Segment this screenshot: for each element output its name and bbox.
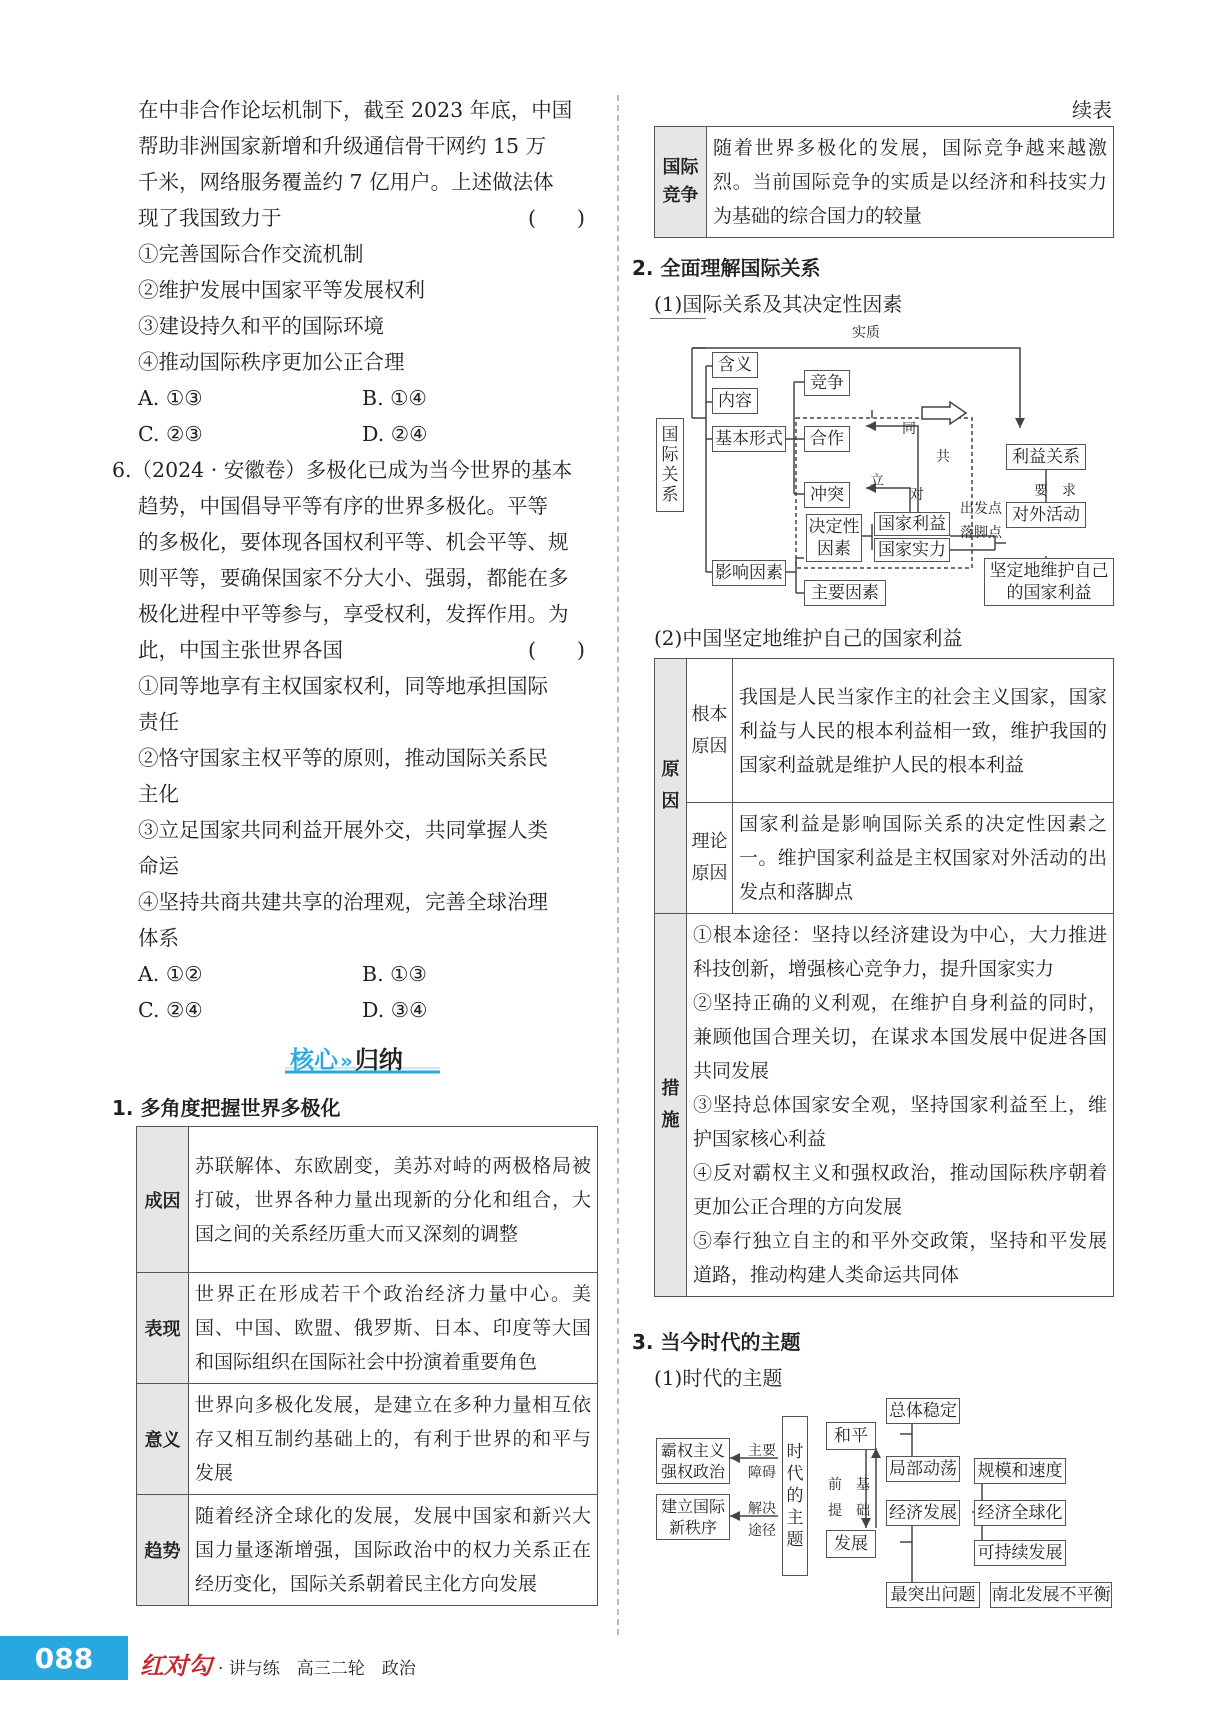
column-divider	[617, 95, 619, 1635]
row-content: 随着经济全球化的发展，发展中国家和新兴大国力量逐渐增强，国际政治中的权力关系正在经历变化，国际关系朝着民主化方向发展	[189, 1495, 598, 1606]
row-content: 世界正在形成若干个政治经济力量中心。美国、中国、欧盟、俄罗斯、日本、印度等大国和国际组织在国际社会中扮演着重要角色	[189, 1273, 598, 1384]
label-dui: 对	[910, 487, 924, 503]
table-row	[655, 914, 1114, 1297]
subsection-title: (2)中国坚定地维护自己的国家利益	[654, 626, 963, 650]
table-row	[137, 1495, 598, 1606]
node-liyiguanxi: 利益关系	[1006, 444, 1086, 470]
choice: C. ②④	[138, 998, 203, 1022]
option: ④坚持共商共建共享的治理观，完善全球治理	[138, 890, 548, 914]
node-yingxiang: 影响因素	[712, 560, 786, 586]
node-shidai: 时代的主题	[782, 1416, 808, 1576]
label-gong: 共	[936, 449, 950, 465]
node-jubu: 局部动荡	[886, 1456, 960, 1482]
row-content: 苏联解体、东欧剧变，美苏对峙的两极格局被打破，世界各种力量出现新的分化和组合，大国之间的关系经历重大而又深刻的调整	[189, 1127, 598, 1273]
label-chu: 础	[856, 1503, 870, 1519]
row-content: 世界向多极化发展，是建立在多种力量相互依存又相互制约基础上的，有利于世界的和平与发展	[189, 1384, 598, 1495]
q6-line: 此，中国主张世界各国	[138, 638, 343, 662]
table-row	[137, 1384, 598, 1495]
label-yaoqiu: 要 求	[1034, 483, 1076, 499]
footer-text	[140, 1646, 416, 1681]
node-kechixu: 可持续发展	[974, 1540, 1066, 1566]
q6-line: 6.（2024 · 安徽卷）多极化已成为当今世界的基本	[112, 458, 573, 482]
option: 责任	[138, 710, 179, 734]
table-row	[655, 659, 1114, 803]
continued-label: 续表	[1072, 98, 1112, 122]
measure-item: ⑤奉行独立自主的和平外交政策，坚持和平发展道路，推动构建人类命运共同体	[693, 1230, 1107, 1286]
node-chongtu: 冲突	[804, 482, 850, 508]
row-header: 成因	[137, 1127, 189, 1273]
sub-header: 根本原因	[687, 659, 733, 803]
row-header: 意义	[137, 1384, 189, 1495]
node-hezuo: 合作	[804, 426, 850, 452]
label-qian: 前	[828, 1477, 842, 1493]
node-duiwai: 对外活动	[1006, 502, 1086, 528]
option: 体系	[138, 926, 179, 950]
banner-sep: »	[340, 1049, 353, 1073]
option: ①同等地享有主权国家权利，同等地承担国际	[138, 674, 548, 698]
subsection-title: (1)国际关系及其决定性因素	[654, 292, 903, 316]
row-header: 国际竞争	[655, 127, 707, 238]
option: ③建设持久和平的国际环境	[138, 314, 384, 338]
row-header: 趋势	[137, 1495, 189, 1606]
row-header: 措施	[655, 914, 687, 1297]
label-jiejue: 解决	[748, 1501, 776, 1517]
label-ji: 基	[856, 1477, 870, 1493]
answer-paren: ( )	[528, 638, 585, 662]
q6-line: 则平等，要确保国家不分大小、强弱，都能在多	[138, 566, 569, 590]
option: ②恪守国家主权平等的原则，推动国际关系民	[138, 746, 548, 770]
section-2-title: 2. 全面理解国际关系	[632, 256, 821, 280]
choice: D. ③④	[362, 998, 428, 1022]
row-header: 原因	[655, 659, 687, 914]
measure-item: ①根本途径：坚持以经济建设为中心，大力推进科技创新，增强核心竞争力，提升国家实力	[693, 924, 1107, 980]
node-nanbei: 南北发展不平衡	[990, 1582, 1112, 1608]
page-number: 088	[0, 1636, 128, 1680]
row-content: 国家利益是影响国际关系的决定性因素之一。维护国家利益是主权国家对外活动的出发点和落脚点	[733, 803, 1114, 914]
choice: A. ①②	[138, 962, 203, 986]
banner-title	[290, 1040, 403, 1075]
table-row	[655, 803, 1114, 914]
subsection-title: (1)时代的主题	[654, 1366, 783, 1390]
node-guojiashili: 国家实力	[874, 538, 950, 562]
label-tujing: 途径	[748, 1523, 776, 1539]
node-jingji: 经济发展	[886, 1500, 960, 1526]
label-luojiaodian: 落脚点	[960, 525, 1002, 541]
intro-line: 千米，网络服务覆盖约 7 亿用户。上述做法体	[138, 170, 554, 194]
node-hanyi: 含义	[712, 352, 758, 378]
node-zongti: 总体稳定	[886, 1398, 960, 1424]
option: ③立足国家共同利益开展外交，共同掌握人类	[138, 818, 548, 842]
sub-header: 理论原因	[687, 803, 733, 914]
national-interest-table	[654, 658, 1114, 1297]
label-tong: 同	[902, 421, 916, 437]
table-row	[137, 1273, 598, 1384]
table-row	[137, 1127, 598, 1273]
node-jianli: 建立国际新秩序	[656, 1494, 730, 1540]
choice: B. ①③	[362, 962, 427, 986]
section-3-title: 3. 当今时代的主题	[632, 1330, 801, 1354]
brand-logo: 红对勾	[140, 1651, 212, 1680]
node-guojialiyi: 国家利益	[874, 512, 950, 536]
table-row	[655, 127, 1114, 238]
choice: B. ①④	[362, 386, 427, 410]
multipolar-table	[136, 1126, 598, 1606]
intro-line: 现了我国致力于	[138, 206, 282, 230]
label-zhangai: 障碍	[748, 1465, 776, 1481]
footer-label: · 讲与练 高三二轮 政治	[218, 1659, 416, 1679]
measures-content	[687, 914, 1114, 1297]
choice: D. ②④	[362, 422, 428, 446]
node-jueding: 决定性因素	[806, 514, 862, 562]
node-zhuyao: 主要因素	[804, 580, 886, 606]
row-content: 我国是人民当家作主的社会主义国家，国家利益与人民的根本利益相一致，维护我国的国家利益就是维护人民的根本利益	[733, 659, 1114, 803]
banner-b: 归纳	[354, 1046, 403, 1074]
label-shizhi: 实质	[852, 325, 880, 341]
section-1-title: 1. 多角度把握世界多极化	[112, 1096, 341, 1120]
q6-line: 的多极化，要体现各国权利平等、机会平等、规	[138, 530, 569, 554]
node-jiben: 基本形式	[712, 426, 786, 452]
q6-line: 极化进程中平等参与，享受权利，发挥作用。为	[138, 602, 569, 626]
measure-item: ③坚持总体国家安全观，坚持国家利益至上，维护国家核心利益	[693, 1094, 1107, 1150]
node-baquan: 霸权主义强权政治	[656, 1438, 730, 1484]
intro-line: 帮助非洲国家新增和升级通信骨干网约 15 万	[138, 134, 547, 158]
measure-item: ④反对霸权主义和强权政治，推动国际秩序朝着更加公正合理的方向发展	[693, 1162, 1107, 1218]
option: ④推动国际秩序更加公正合理	[138, 350, 405, 374]
node-jingzheng: 竞争	[804, 370, 850, 396]
option: ②维护发展中国家平等发展权利	[138, 278, 425, 302]
row-content: 随着世界多极化的发展，国际竞争越来越激烈。当前国际竞争的实质是以经济和科技实力为基础的综合国力的较量	[707, 127, 1114, 238]
node-tuchu: 最突出问题	[886, 1582, 980, 1608]
answer-paren: ( )	[528, 206, 585, 230]
measure-item: ②坚持正确的义利观，在维护自身利益的同时，兼顾他国合理关切，在谋求本国发展中促进各国共同发展	[693, 992, 1107, 1082]
node-weihu: 坚定地维护自己的国家利益	[984, 558, 1114, 606]
intro-line: 在中非合作论坛机制下，截至 2023 年底，中国	[138, 98, 573, 122]
node-fazhan: 发展	[826, 1530, 876, 1558]
node-guimo: 规模和速度	[974, 1458, 1066, 1484]
node-root: 国际关系	[656, 418, 684, 512]
row-header: 表现	[137, 1273, 189, 1384]
q6-line: 趋势，中国倡导平等有序的世界多极化。平等	[138, 494, 548, 518]
continued-table	[654, 126, 1114, 238]
option: 主化	[138, 782, 179, 806]
label-zhuyao: 主要	[748, 1443, 776, 1459]
banner-a: 核心	[290, 1046, 338, 1074]
option: 命运	[138, 854, 179, 878]
choice: C. ②③	[138, 422, 203, 446]
choice: A. ①③	[138, 386, 203, 410]
label-chufadian: 出发点	[960, 501, 1002, 517]
node-heping: 和平	[826, 1422, 876, 1450]
label-li: 立	[870, 473, 884, 489]
option: ①完善国际合作交流机制	[138, 242, 364, 266]
label-ti: 提	[828, 1503, 842, 1519]
node-neirong: 内容	[712, 388, 758, 414]
node-quanqiu: 经济全球化	[974, 1500, 1066, 1526]
